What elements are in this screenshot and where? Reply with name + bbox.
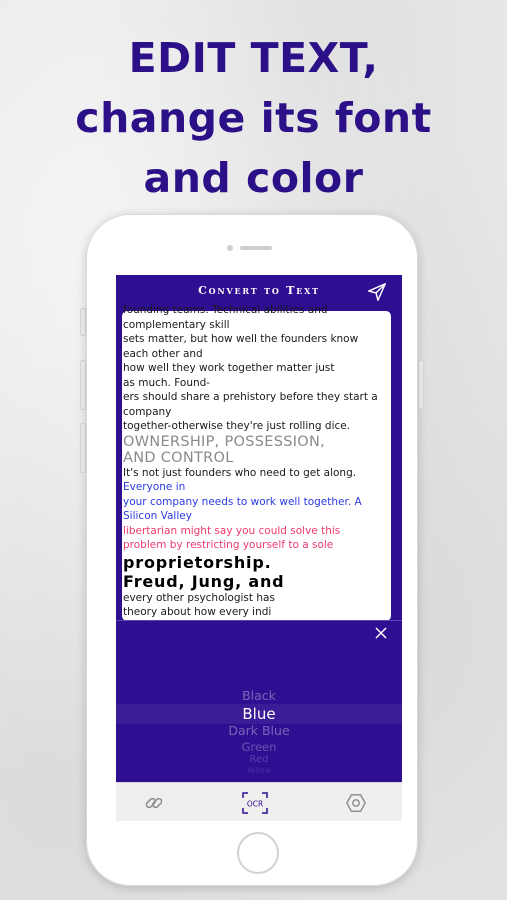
document-line: AND CONTROL xyxy=(123,449,234,466)
document-line: each other and xyxy=(123,347,203,360)
document-line: proprietorship. xyxy=(123,552,272,572)
color-option-red[interactable]: Red xyxy=(249,754,269,765)
headline-line-2: change its font xyxy=(75,94,432,142)
color-option-green[interactable]: Green xyxy=(241,740,277,754)
phone-home-button[interactable] xyxy=(237,832,279,874)
document-line: your company needs to work well together. A xyxy=(123,495,362,508)
ocr-icon[interactable] xyxy=(242,792,268,814)
headline-line-3: and color xyxy=(143,154,364,202)
nav-title: Convert to Text xyxy=(198,284,320,297)
app-screen xyxy=(116,275,402,821)
color-option-blue[interactable]: Blue xyxy=(242,705,276,723)
phone-camera xyxy=(227,245,233,251)
document-line: how well they work together matter just xyxy=(123,362,335,374)
document-line: every other psychologist has xyxy=(123,591,275,604)
document-line: Everyone in xyxy=(123,481,186,493)
document-line: OWNERSHIP, POSSESSION, xyxy=(123,433,326,450)
color-picker-panel xyxy=(116,620,402,782)
document-line: problem by restricting yourself to a sole xyxy=(123,539,334,551)
settings-icon[interactable] xyxy=(345,792,367,814)
link-icon[interactable] xyxy=(143,792,165,814)
document-line: theory about how every indi xyxy=(123,606,272,618)
color-option-yellow[interactable]: Yellow xyxy=(246,766,272,775)
document-line: together-otherwise they're just rolling dice. xyxy=(123,420,351,432)
document-line: ers should share a prehistory before they start a xyxy=(123,391,378,403)
recognized-text-area[interactable] xyxy=(122,304,391,621)
document-line: Silicon Valley xyxy=(123,510,192,522)
color-option-dark-blue[interactable]: Dark Blue xyxy=(228,723,290,738)
document-line: It's not just founders who need to get along. xyxy=(123,466,357,479)
document-line: complementary skill xyxy=(123,318,230,331)
document-line: libertarian might say you could solve this xyxy=(123,524,341,537)
phone-speaker xyxy=(240,246,272,250)
document-line: as much. Found- xyxy=(123,376,211,389)
color-option-black[interactable]: Black xyxy=(242,688,276,703)
phone-power-button xyxy=(418,360,424,410)
document-line: founding teams. Technical abilities and xyxy=(123,304,328,316)
close-icon[interactable] xyxy=(375,627,387,639)
document-line: company xyxy=(123,405,172,418)
ocr-label: OCR xyxy=(246,799,264,809)
headline-line-1: EDIT TEXT, xyxy=(128,34,379,82)
tab-bar xyxy=(116,782,402,821)
promo-headline xyxy=(0,28,507,208)
document-line: sets matter, but how well the founders know xyxy=(123,333,359,345)
document-line: Freud, Jung, and xyxy=(123,571,285,591)
document-text xyxy=(123,303,390,620)
send-icon[interactable] xyxy=(366,281,388,303)
